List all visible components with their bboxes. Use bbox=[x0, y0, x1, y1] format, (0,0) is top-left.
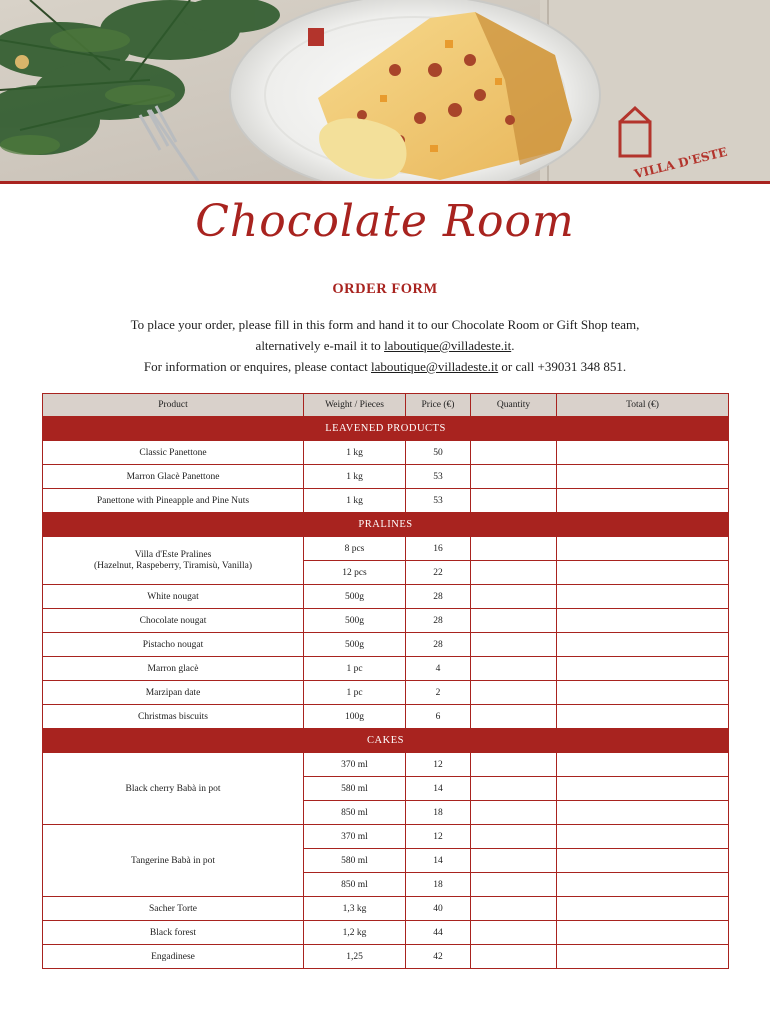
price-cell: 14 bbox=[406, 777, 471, 801]
total-field[interactable] bbox=[557, 633, 729, 657]
table-row bbox=[43, 465, 729, 489]
price-cell: 28 bbox=[406, 585, 471, 609]
quantity-field[interactable] bbox=[471, 441, 557, 465]
svg-text:VILLA D'ESTE: VILLA D'ESTE bbox=[632, 144, 729, 182]
table-row bbox=[43, 681, 729, 705]
col-header-quantity: Quantity bbox=[471, 394, 557, 417]
plate-crest-graphic bbox=[308, 28, 324, 46]
quantity-field[interactable] bbox=[471, 801, 557, 825]
quantity-field[interactable] bbox=[471, 705, 557, 729]
form-heading: ORDER FORM bbox=[332, 281, 438, 297]
price-cell: 4 bbox=[406, 657, 471, 681]
intro-line-2 bbox=[60, 335, 710, 356]
price-cell: 18 bbox=[406, 801, 471, 825]
intro-line-2-text: alternatively e-mail it to bbox=[255, 338, 385, 353]
weight-cell: 370 ml bbox=[304, 825, 406, 849]
product-name: Marron Glacè Panettone bbox=[43, 465, 304, 489]
weight-cell: 850 ml bbox=[304, 801, 406, 825]
col-header-total: Total (€) bbox=[557, 394, 729, 417]
total-field[interactable] bbox=[557, 441, 729, 465]
weight-cell: 1 kg bbox=[304, 489, 406, 513]
price-cell: 42 bbox=[406, 945, 471, 969]
price-cell: 12 bbox=[406, 825, 471, 849]
total-field[interactable] bbox=[557, 609, 729, 633]
price-cell: 50 bbox=[406, 441, 471, 465]
intro-line-3 bbox=[60, 356, 710, 377]
table-row bbox=[43, 753, 729, 777]
section-row-leavened bbox=[43, 417, 729, 441]
price-cell: 18 bbox=[406, 873, 471, 897]
price-cell: 28 bbox=[406, 633, 471, 657]
product-name-line: Villa d'Este Pralines bbox=[134, 549, 212, 560]
table-row bbox=[43, 825, 729, 849]
email-link[interactable]: laboutique@villadeste.it bbox=[384, 338, 512, 353]
price-cell: 22 bbox=[406, 561, 471, 585]
quantity-field[interactable] bbox=[471, 753, 557, 777]
quantity-field[interactable] bbox=[471, 537, 557, 561]
product-name: Pistacho nougat bbox=[43, 633, 304, 657]
price-cell: 2 bbox=[406, 681, 471, 705]
quantity-field[interactable] bbox=[471, 681, 557, 705]
product-name: Chocolate nougat bbox=[43, 609, 304, 633]
section-row-cakes bbox=[43, 729, 729, 753]
total-field[interactable] bbox=[557, 897, 729, 921]
quantity-field[interactable] bbox=[471, 897, 557, 921]
weight-cell: 500g bbox=[304, 585, 406, 609]
weight-cell: 1,25 bbox=[304, 945, 406, 969]
total-field[interactable] bbox=[557, 657, 729, 681]
table-row bbox=[43, 897, 729, 921]
weight-cell: 12 pcs bbox=[304, 561, 406, 585]
intro-line-3-text: For information or enquires, please contact bbox=[143, 359, 371, 374]
quantity-field[interactable] bbox=[471, 657, 557, 681]
weight-cell: 8 pcs bbox=[304, 537, 406, 561]
col-header-price: Price (€) bbox=[406, 394, 471, 417]
weight-cell: 1,3 kg bbox=[304, 897, 406, 921]
product-name: Tangerine Babà in pot bbox=[43, 825, 304, 897]
total-field[interactable] bbox=[557, 705, 729, 729]
weight-cell: 1 pc bbox=[304, 657, 406, 681]
weight-cell: 100g bbox=[304, 705, 406, 729]
page-title: Chocolate Room bbox=[195, 196, 575, 247]
panettone-photo-illustration bbox=[0, 0, 770, 184]
price-cell: 44 bbox=[406, 921, 471, 945]
weight-cell: 1 kg bbox=[304, 441, 406, 465]
quantity-field[interactable] bbox=[471, 465, 557, 489]
quantity-field[interactable] bbox=[471, 489, 557, 513]
product-name bbox=[43, 537, 304, 585]
price-cell: 53 bbox=[406, 465, 471, 489]
price-cell: 53 bbox=[406, 489, 471, 513]
table-row bbox=[43, 657, 729, 681]
intro-text bbox=[60, 314, 710, 377]
order-table bbox=[42, 393, 729, 969]
weight-cell: 580 ml bbox=[304, 849, 406, 873]
table-row bbox=[43, 633, 729, 657]
email-link-2[interactable]: laboutique@villadeste.it bbox=[371, 359, 499, 374]
weight-cell: 370 ml bbox=[304, 753, 406, 777]
section-title: PRALINES bbox=[43, 513, 729, 537]
product-name: Black forest bbox=[43, 921, 304, 945]
table-row bbox=[43, 945, 729, 969]
intro-line-2-end: . bbox=[511, 338, 515, 353]
quantity-field[interactable] bbox=[471, 561, 557, 585]
total-field[interactable] bbox=[557, 537, 729, 561]
total-field[interactable] bbox=[557, 873, 729, 897]
section-title: LEAVENED PRODUCTS bbox=[43, 417, 729, 441]
quantity-field[interactable] bbox=[471, 825, 557, 849]
product-name: Classic Panettone bbox=[43, 441, 304, 465]
total-field[interactable] bbox=[557, 561, 729, 585]
price-cell: 40 bbox=[406, 897, 471, 921]
price-cell: 12 bbox=[406, 753, 471, 777]
table-row bbox=[43, 705, 729, 729]
price-cell: 16 bbox=[406, 537, 471, 561]
price-cell: 6 bbox=[406, 705, 471, 729]
product-flavours: (Hazelnut, Raspeberry, Tiramisù, Vanilla) bbox=[93, 560, 253, 571]
hero-photo bbox=[0, 0, 770, 184]
total-field[interactable] bbox=[557, 945, 729, 969]
product-name: Black cherry Babà in pot bbox=[43, 753, 304, 825]
section-title: CAKES bbox=[43, 729, 729, 753]
product-name: Marron glacè bbox=[43, 657, 304, 681]
weight-cell: 1 kg bbox=[304, 465, 406, 489]
weight-cell: 580 ml bbox=[304, 777, 406, 801]
table-row bbox=[43, 921, 729, 945]
weight-cell: 500g bbox=[304, 609, 406, 633]
hero-divider bbox=[0, 181, 770, 184]
price-cell: 28 bbox=[406, 609, 471, 633]
product-name: Panettone with Pineapple and Pine Nuts bbox=[43, 489, 304, 513]
total-field[interactable] bbox=[557, 585, 729, 609]
table-header-row bbox=[43, 394, 729, 417]
total-field[interactable] bbox=[557, 801, 729, 825]
intro-line-3-end: or call +39031 348 851. bbox=[498, 359, 627, 374]
total-field[interactable] bbox=[557, 681, 729, 705]
product-name: Christmas biscuits bbox=[43, 705, 304, 729]
product-name: White nougat bbox=[43, 585, 304, 609]
weight-cell: 1 pc bbox=[304, 681, 406, 705]
quantity-field[interactable] bbox=[471, 873, 557, 897]
quantity-field[interactable] bbox=[471, 777, 557, 801]
table-row bbox=[43, 441, 729, 465]
weight-cell: 500g bbox=[304, 633, 406, 657]
weight-cell: 850 ml bbox=[304, 873, 406, 897]
quantity-field[interactable] bbox=[471, 633, 557, 657]
quantity-field[interactable] bbox=[471, 945, 557, 969]
section-row-pralines bbox=[43, 513, 729, 537]
weight-cell: 1,2 kg bbox=[304, 921, 406, 945]
total-field[interactable] bbox=[557, 777, 729, 801]
total-field[interactable] bbox=[557, 753, 729, 777]
table-row bbox=[43, 585, 729, 609]
table-row bbox=[43, 609, 729, 633]
total-field[interactable] bbox=[557, 921, 729, 945]
table-row bbox=[43, 489, 729, 513]
total-field[interactable] bbox=[557, 825, 729, 849]
quantity-field[interactable] bbox=[471, 921, 557, 945]
product-name: Engadinese bbox=[43, 945, 304, 969]
quantity-field[interactable] bbox=[471, 585, 557, 609]
col-header-weight: Weight / Pieces bbox=[304, 394, 406, 417]
product-name: Sacher Torte bbox=[43, 897, 304, 921]
intro-line-1: To place your order, please fill in this form and hand it to our Chocolate Room or Gift Shop team, bbox=[130, 317, 640, 332]
total-field[interactable] bbox=[557, 849, 729, 873]
price-cell: 14 bbox=[406, 849, 471, 873]
table-row bbox=[43, 537, 729, 561]
total-field[interactable] bbox=[557, 465, 729, 489]
total-field[interactable] bbox=[557, 489, 729, 513]
quantity-field[interactable] bbox=[471, 609, 557, 633]
product-name: Marzipan date bbox=[43, 681, 304, 705]
col-header-product: Product bbox=[43, 394, 304, 417]
quantity-field[interactable] bbox=[471, 849, 557, 873]
